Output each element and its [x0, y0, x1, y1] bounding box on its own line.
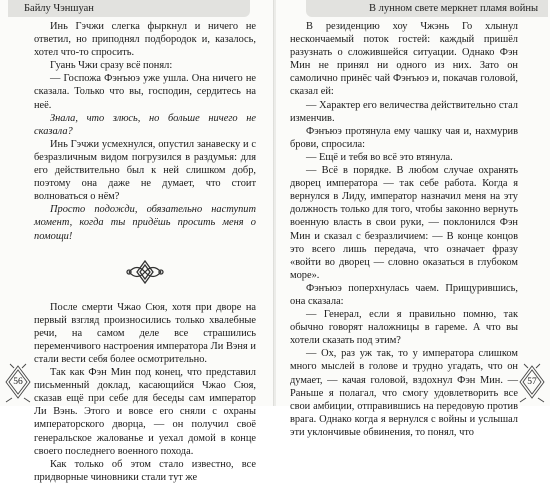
running-head-left: [8, 0, 250, 17]
paragraph: Инь Гэчжи усмехнулся, опустил занавеску и с безразличным видом погрузился в раздумья: для его действительно был к ней слишком добр, поэтому она даже не думает, что стоит волноваться о нём?: [34, 138, 256, 203]
running-head-left-text: Байлу Чэншуан: [24, 3, 94, 14]
paragraph: — Всё в порядке. В любом случае охранять дворец императора — так себе работа. Когда я вернулся в Лиду, император назначил меня на эту должность только для того, чтобы законно вернуть военную власть в свои руки, — поклонился Фэн Мин и сказал с безразличием: — В конце концов это всего лишь передача, что означает фразу «войти во дворец — словно оказаться в глубоком море».: [290, 165, 518, 281]
paragraph: Гуань Чжи сразу всё понял:: [50, 60, 173, 72]
paragraph: Фэнъюэ протянула ему чашку чая и, нахмурив брови, спросила:: [290, 125, 518, 150]
paragraph: — Ох, раз уж так, то у императора слишком много мыслей в голове и трудно угадать, что он думает, — качая головой, вздохнул Фэн Мин. — Раньше я полагал, что смогу удовлетворить все свои амбиции, отправившись на передовую против врага. Однако когда я вернулся с войны и услышал эти уклончивые обвинения, то понял, что: [290, 348, 518, 438]
left-page: [0, 0, 274, 483]
paragraph: Так как Фэн Мин под конец, что представил письменный доклад, касающийся Чжао Сюя, сказав ещё при себе для беседы сам император Ли Вэнь. Этого и вовсе его сняли с охраны императорского дворца, — он получил своё генеральское жалованье и уехал домой в конце своего последнего военного похода.: [34, 367, 256, 457]
paragraph: Фэнъюэ поперхнулась чаем. Прищурившись, она сказала:: [290, 282, 518, 307]
paragraph: Просто подожди, обязательно наступит момент, когда ты придёшь просить меня о помощи!: [34, 204, 256, 242]
paragraph: Как только об этом стало известно, все придворные чиновники стали тут же: [34, 458, 256, 483]
page-number-right: [518, 362, 546, 406]
page-number-left: [4, 362, 32, 406]
page-number-right-text: 57: [527, 377, 537, 387]
paragraph: Инь Гэчжи слегка фыркнул и ничего не ответил, но приподнял подбородок и, казалось, хотел что-то спросить.: [34, 21, 256, 59]
paragraph: — Ещё и тебя во всё это втянула.: [306, 151, 453, 163]
paragraph: — Генерал, если я правильно помню, так обычно говорят наложницы в гареме. А что вы хотели сказать под этим?: [290, 309, 518, 347]
right-page-text: [290, 20, 518, 439]
paragraph: — Характер его величества действительно стал изменчив.: [290, 99, 518, 124]
right-paragraphs: [290, 20, 518, 439]
running-head-right-text: В лунном свете меркнет пламя войны: [369, 3, 538, 14]
paragraph: Знала, что злюсь, но больше ничего не сказала?: [34, 112, 256, 137]
left-page-text: [34, 20, 256, 484]
page-number-left-text: 56: [13, 377, 23, 387]
celtic-knot-ornament-icon: [34, 243, 256, 301]
left-paragraphs-after: [34, 301, 256, 484]
right-page: [276, 0, 550, 438]
paragraph: После смерти Чжао Сюя, хотя при дворе на первый взгляд произносились только хвалебные речи, на самом деле все страшились переменчивого настроения императора Ли Вэня и стали вести себя более осмотрительно.: [34, 301, 256, 365]
left-paragraphs-before: [34, 20, 256, 243]
paragraph: В резиденцию хоу Чжэнь Го хлынул нескончаемый поток гостей: каждый пришёл разузнать о сложившейся ситуации. Однако Фэн Мин не принял ни одного из них. Зато он самолично принёс чай Фэнъюэ и, покачав головой, сказал ей:: [290, 21, 518, 98]
running-head-right: [306, 0, 548, 17]
paragraph: — Госпожа Фэнъюэ уже ушла. Она ничего не сказала. Только что вы, господин, сердитесь на неё.: [34, 73, 256, 111]
